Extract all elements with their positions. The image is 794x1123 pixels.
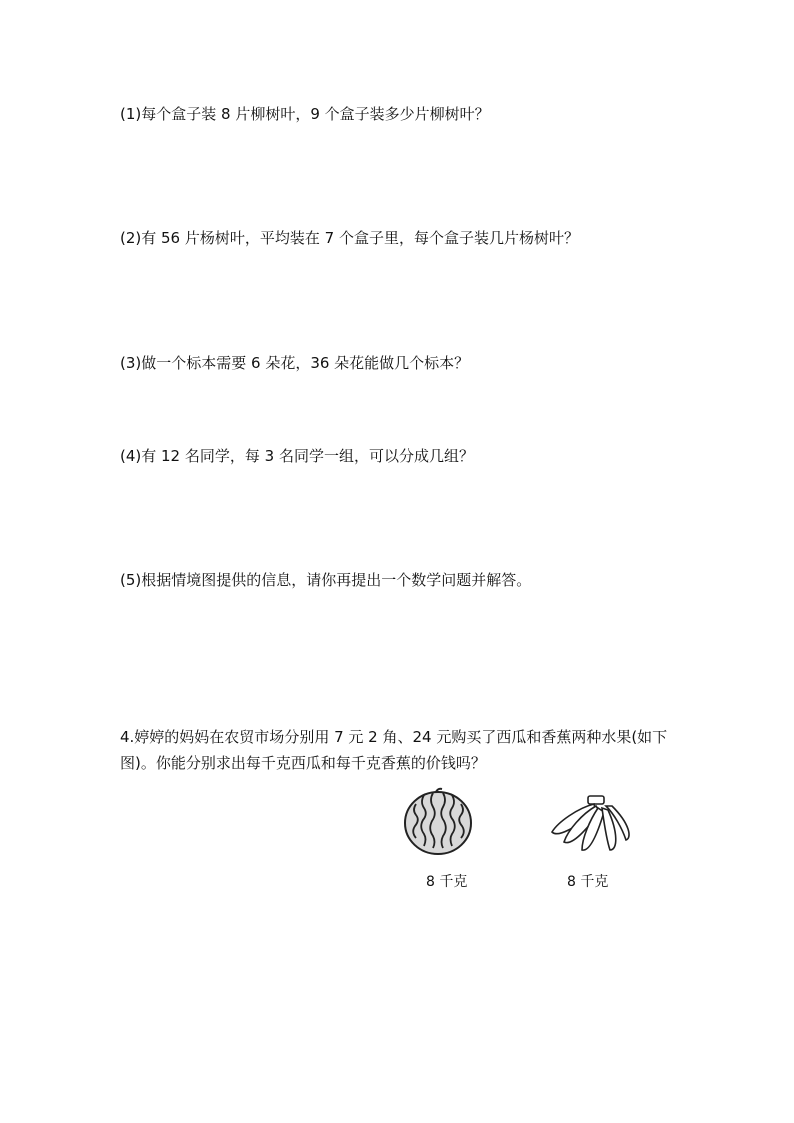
banana-image [548,794,632,856]
question-1: (1)每个盒子装 8 片柳树叶，9 个盒子装多少片柳树叶？ [120,105,490,123]
question-2: (2)有 56 片杨树叶，平均装在 7 个盒子里，每个盒子装几片杨树叶？ [120,229,579,247]
watermelon-weight-label: 8 千克 [426,874,468,890]
watermelon-image [402,786,474,856]
question-4: (4)有 12 名同学，每 3 名同学一组，可以分成几组？ [120,447,474,465]
problem-4-text: 4.婷婷的妈妈在农贸市场分别用 7 元 2 角、24 元购买了西瓜和香蕉两种水果(如下图)。你能分别求出每千克西瓜和每千克香蕉的价钱吗？ [120,728,668,772]
question-5: (5)根据情境图提供的信息，请你再提出一个数学问题并解答。 [120,571,532,589]
question-3: (3)做一个标本需要 6 朵花，36 朵花能做几个标本？ [120,354,470,372]
banana-weight-label: 8 千克 [567,874,609,890]
